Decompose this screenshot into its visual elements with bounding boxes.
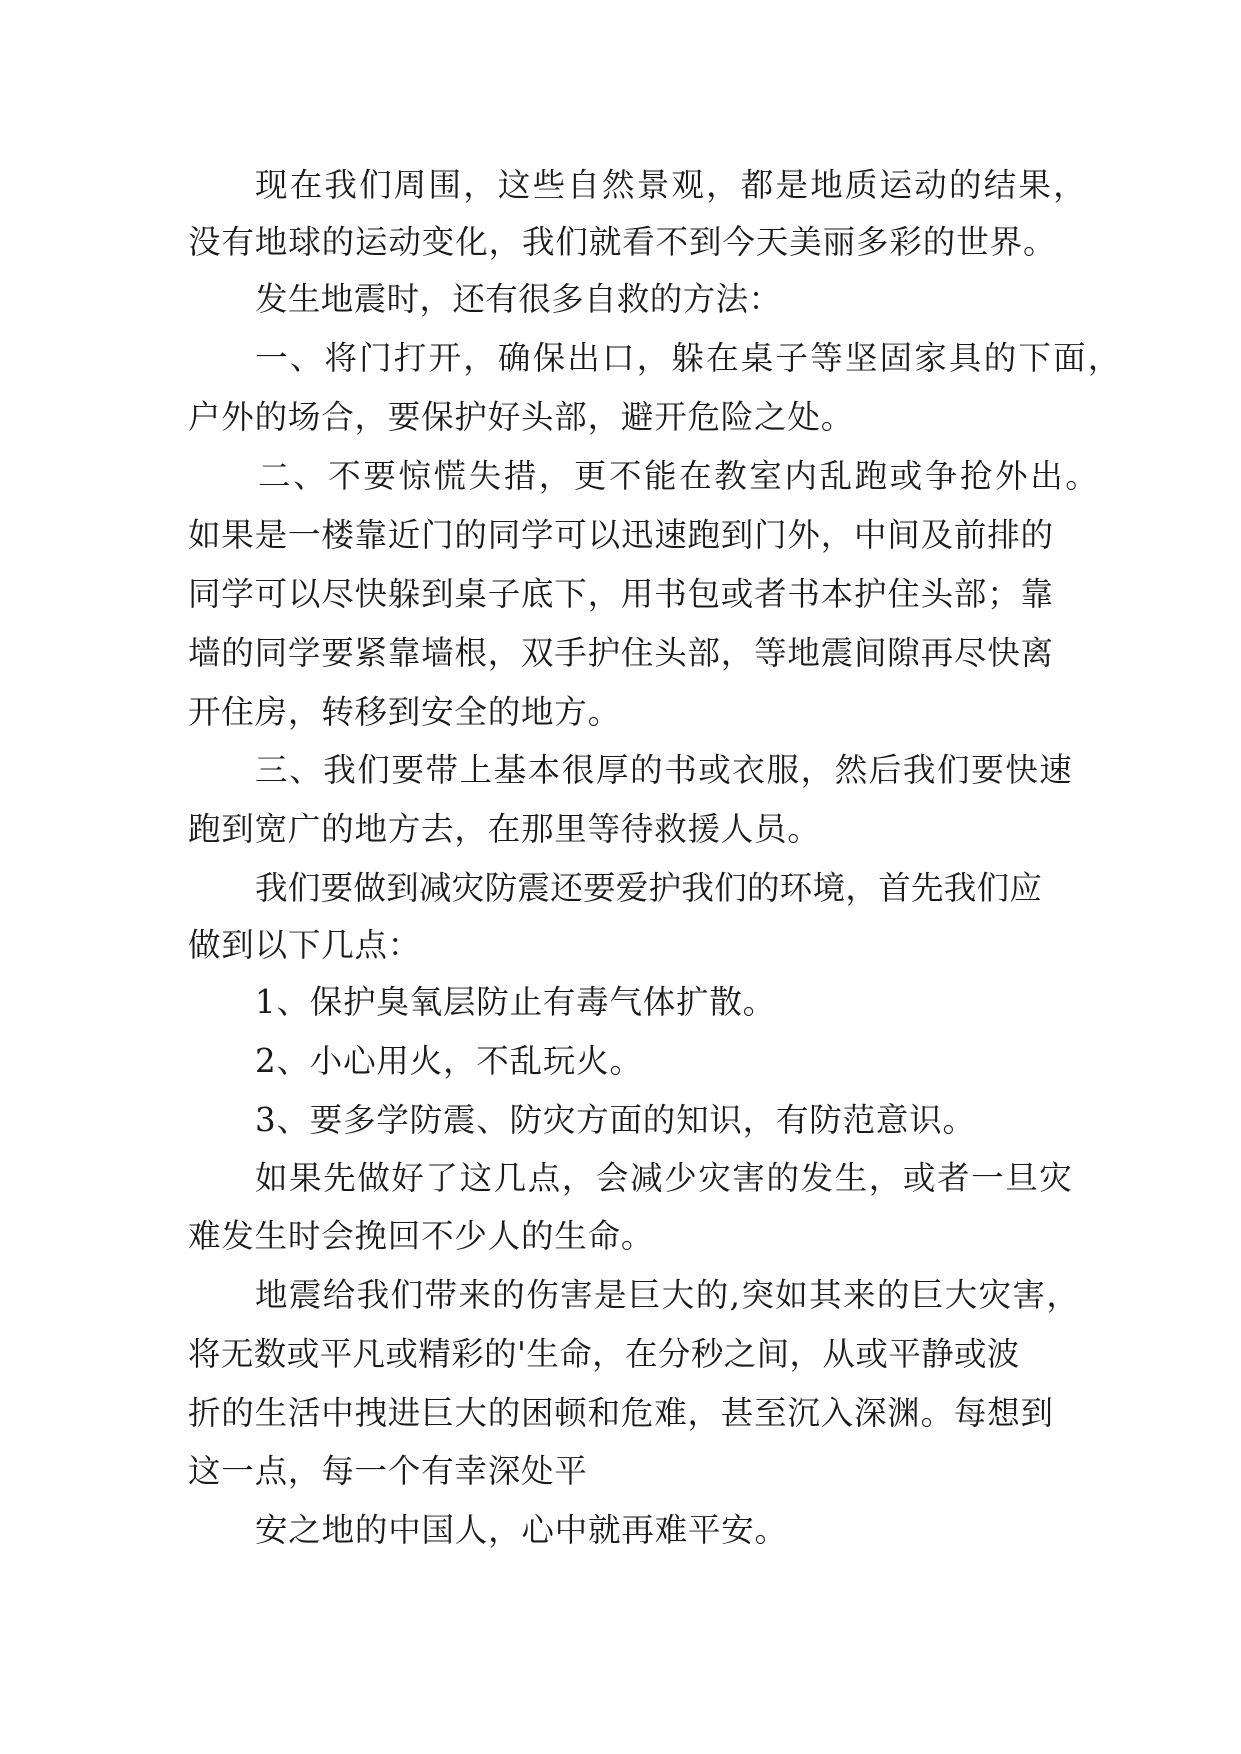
text-line: 一、将门打开，确保出口，躲在桌子等坚固家具的下面，: [255, 339, 1123, 377]
text-line: 我们要做到减灾防震还要爱护我们的环境，首先我们应: [255, 869, 1043, 907]
text-line: 将无数或平凡或精彩的'生命，在分秒之间，从或平静或波: [188, 1335, 1020, 1373]
text-line: 现在我们周围，这些自然景观，都是地质运动的结果，: [255, 166, 1088, 204]
text-line: 三、我们要带上基本很厚的书或衣服，然后我们要快速: [255, 751, 1074, 789]
text-line: 做到以下几点：: [188, 926, 422, 964]
text-line: 开住房，转移到安全的地方。: [188, 693, 621, 731]
text-line: 2、小心用火，不乱玩火。: [255, 1042, 643, 1080]
text-line: 同学可以尽快躲到桌子底下，用书包或者书本护住头部；靠: [188, 575, 1054, 613]
text-line: 如果先做好了这几点，会减少灾害的发生，或者一旦灾: [255, 1159, 1074, 1197]
text-line: 地震给我们带来的伤害是巨大的,突如其来的巨大灾害，: [255, 1276, 1081, 1314]
text-line: 难发生时会挽回不少人的生命。: [188, 1217, 655, 1255]
text-line: 户外的场合，要保护好头部，避开危险之处。: [188, 398, 855, 436]
text-line: 跑到宽广的地方去，在那里等待救援人员。: [188, 810, 821, 848]
text-line: 1、保护臭氧层防止有毒气体扩散。: [255, 983, 776, 1021]
text-line: 发生地震时，还有很多自救的方法：: [255, 280, 782, 318]
text-line: 折的生活中拽进巨大的困顿和危难，甚至沉入深渊。每想到: [188, 1394, 1054, 1432]
text-line: 这一点，每一个有幸深处平: [188, 1452, 588, 1490]
text-line: 没有地球的运动变化，我们就看不到今天美丽多彩的世界。: [188, 223, 1057, 261]
text-line: 如果是一楼靠近门的同学可以迅速跑到门外，中间及前排的: [188, 516, 1054, 554]
text-line: 3、要多学防震、防灾方面的知识，有防范意识。: [255, 1101, 976, 1139]
text-line: 墙的同学要紧靠墙根，双手护住头部，等地震间隙再尽快离: [188, 634, 1054, 672]
text-line: 安之地的中国人，心中就再难平安。: [255, 1511, 788, 1549]
text-line: 二、不要惊慌失措，更不能在教室内乱跑或争抢外出。: [258, 457, 1101, 495]
